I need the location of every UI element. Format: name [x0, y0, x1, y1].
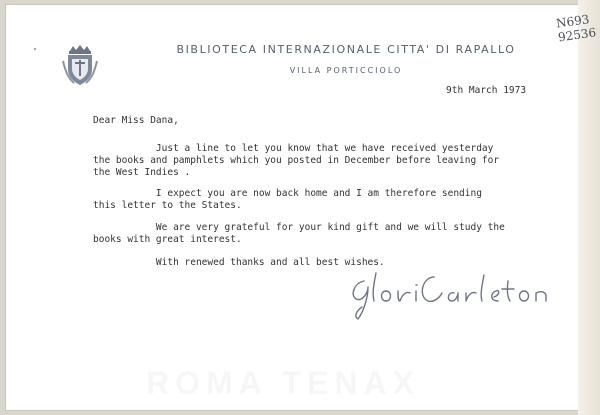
handwritten-signature [342, 267, 556, 323]
letterhead [156, 43, 536, 75]
paragraph: With renewed thanks and all best wishes. [93, 257, 385, 268]
paper-edge [578, 0, 600, 415]
archive-number: N693 [555, 12, 591, 31]
archive-number: 92536 [557, 25, 597, 45]
watermark [146, 365, 420, 402]
letter-sheet [6, 5, 596, 410]
archive-mark [555, 11, 597, 44]
coat-of-arms-icon [62, 43, 98, 87]
letter-date: 9th March 1973 [446, 85, 527, 96]
organization-name: BIBLIOTECA INTERNAZIONALE CITTA' DI RAPALLO [176, 43, 516, 56]
paper-mark [34, 48, 36, 50]
paragraph: Just a line to let you know that we have received yesterday the books and pamphlets which you posted in December before leaving for the West Indies . [93, 143, 500, 178]
paragraph: I expect you are now back home and I am therefore sending this letter to the States. [93, 188, 482, 211]
salutation: Dear Miss Dana, [93, 115, 179, 126]
letterhead-subtitle: VILLA PORTICCIOLO [289, 66, 403, 75]
paragraph: We are very grateful for your kind gift and we will study the books with great interest. [93, 222, 505, 245]
